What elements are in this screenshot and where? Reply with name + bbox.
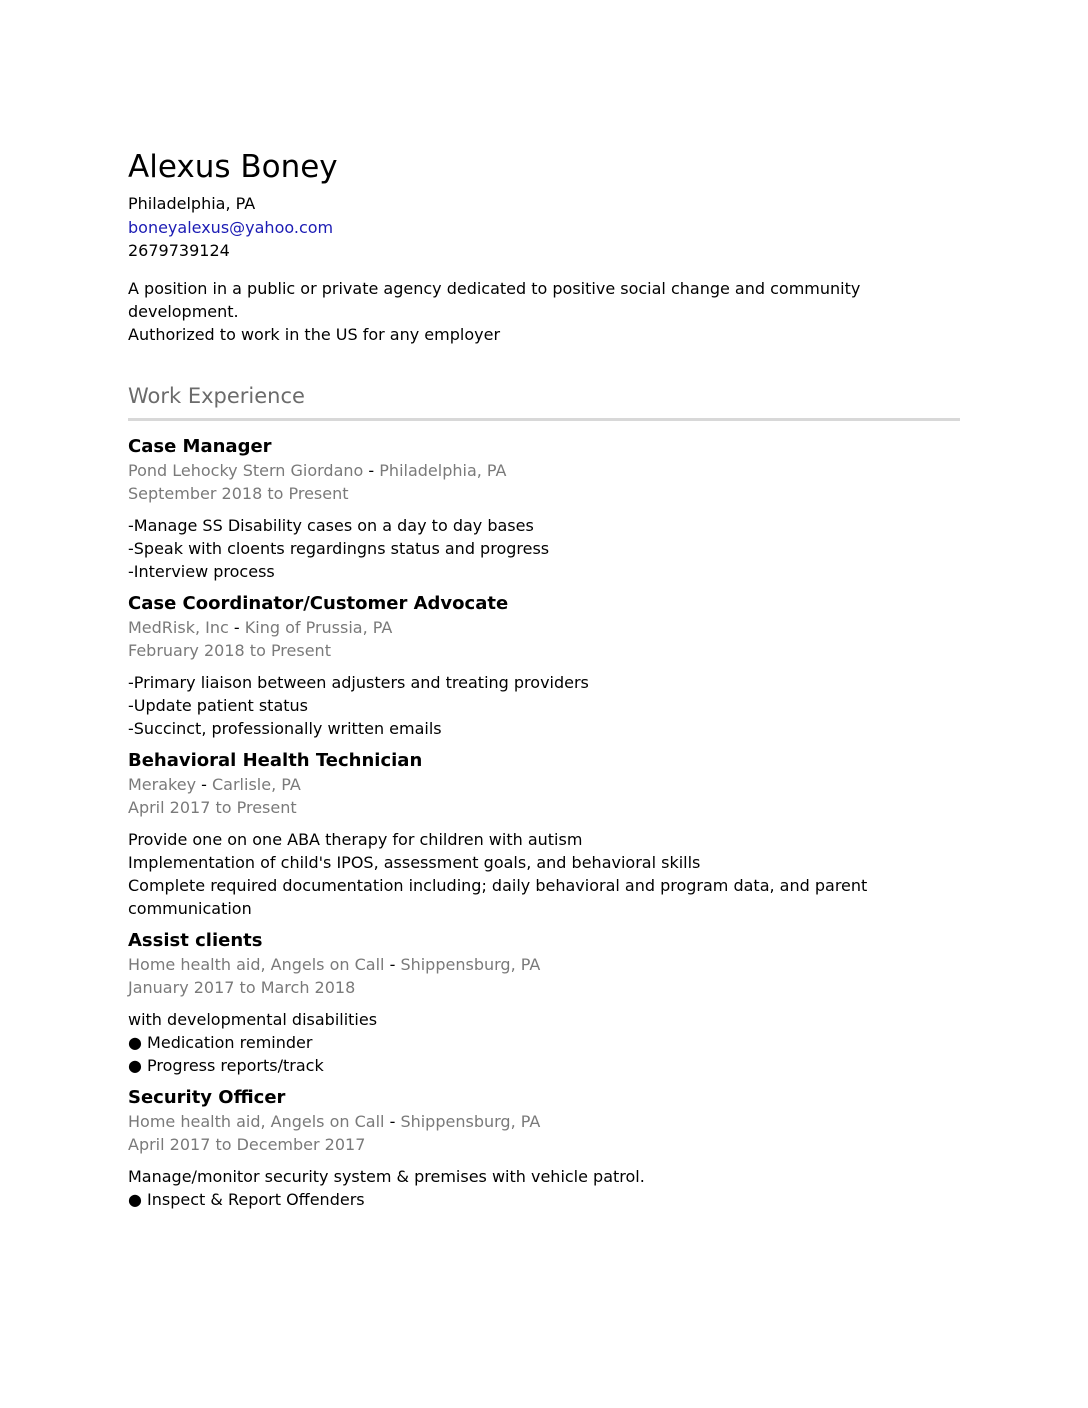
- job-description-line: -Succinct, professionally written emails: [128, 718, 442, 738]
- job-employer-line: [128, 1110, 960, 1133]
- phone-text: 2679739124: [128, 241, 230, 260]
- job-description-line: Manage/monitor security system & premises with vehicle patrol.: [128, 1166, 645, 1186]
- job-description-line: ● Progress reports/track: [128, 1055, 324, 1075]
- job-list: [128, 435, 960, 1211]
- job-dates: April 2017 to December 2017: [128, 1134, 366, 1154]
- job-description-line: ● Medication reminder: [128, 1032, 313, 1052]
- job-separator: -: [196, 774, 212, 794]
- job-title: Assist clients: [128, 929, 263, 951]
- job-dates: April 2017 to Present: [128, 797, 297, 817]
- location-text: Philadelphia, PA: [128, 194, 256, 213]
- job-description-line: -Speak with cloents regardingns status and progress: [128, 538, 550, 558]
- job-location: Shippensburg, PA: [400, 954, 541, 974]
- job-description-line: Provide one on one ABA therapy for children with autism: [128, 829, 583, 849]
- job-separator: -: [363, 460, 380, 480]
- job-description-line: Implementation of child's IPOS, assessment goals, and behavioral skills: [128, 852, 701, 872]
- job-description: [128, 828, 960, 920]
- section-title-work-experience: Work Experience: [128, 383, 305, 408]
- job-company: Home health aid, Angels on Call: [128, 1111, 385, 1131]
- job-location: Shippensburg, PA: [400, 1111, 541, 1131]
- job-description: [128, 1165, 960, 1211]
- job-separator: -: [384, 954, 401, 974]
- job-employer-line: [128, 773, 960, 796]
- job-entry: [128, 1086, 960, 1211]
- job-dates: January 2017 to March 2018: [128, 977, 356, 997]
- job-title: Security Officer: [128, 1086, 286, 1108]
- job-description: [128, 671, 960, 740]
- job-employer-line: [128, 953, 960, 976]
- candidate-name: Alexus Boney: [128, 149, 338, 185]
- job-description: [128, 514, 960, 583]
- job-description: [128, 1008, 960, 1077]
- summary-block: [128, 277, 888, 346]
- job-description-line: with developmental disabilities: [128, 1009, 378, 1029]
- job-separator: -: [228, 617, 245, 637]
- job-description-line: Complete required documentation including; daily behavioral and program data, and parent communication: [128, 875, 873, 918]
- job-description-line: -Primary liaison between adjusters and treating providers: [128, 672, 589, 692]
- job-title: Case Manager: [128, 435, 272, 457]
- job-location: King of Prussia, PA: [244, 617, 393, 637]
- job-description-line: -Manage SS Disability cases on a day to day bases: [128, 515, 534, 535]
- job-company: Pond Lehocky Stern Giordano: [128, 460, 364, 480]
- email-link[interactable]: boneyalexus@yahoo.com: [128, 217, 334, 237]
- section-divider: [128, 418, 960, 421]
- job-title: Case Coordinator/Customer Advocate: [128, 592, 509, 614]
- job-location: Carlisle, PA: [212, 774, 301, 794]
- job-dates: September 2018 to Present: [128, 483, 349, 503]
- job-employer-line: [128, 616, 960, 639]
- job-location: Philadelphia, PA: [379, 460, 507, 480]
- job-company: Merakey: [128, 774, 197, 794]
- job-employer-line: [128, 459, 960, 482]
- job-separator: -: [384, 1111, 401, 1131]
- contact-block: [128, 192, 960, 263]
- job-company: MedRisk, Inc: [128, 617, 229, 637]
- resume-page: [128, 148, 960, 1220]
- job-description-line: -Interview process: [128, 561, 275, 581]
- job-description-line: ● Inspect & Report Offenders: [128, 1189, 365, 1209]
- job-entry: [128, 929, 960, 1077]
- job-entry: [128, 749, 960, 920]
- job-dates: February 2018 to Present: [128, 640, 331, 660]
- job-entry: [128, 435, 960, 583]
- objective-text: A position in a public or private agency dedicated to positive social change and community development.: [128, 278, 861, 321]
- job-description-line: -Update patient status: [128, 695, 308, 715]
- job-company: Home health aid, Angels on Call: [128, 954, 385, 974]
- job-title: Behavioral Health Technician: [128, 749, 423, 771]
- authorization-text: Authorized to work in the US for any employer: [128, 324, 501, 344]
- job-entry: [128, 592, 960, 740]
